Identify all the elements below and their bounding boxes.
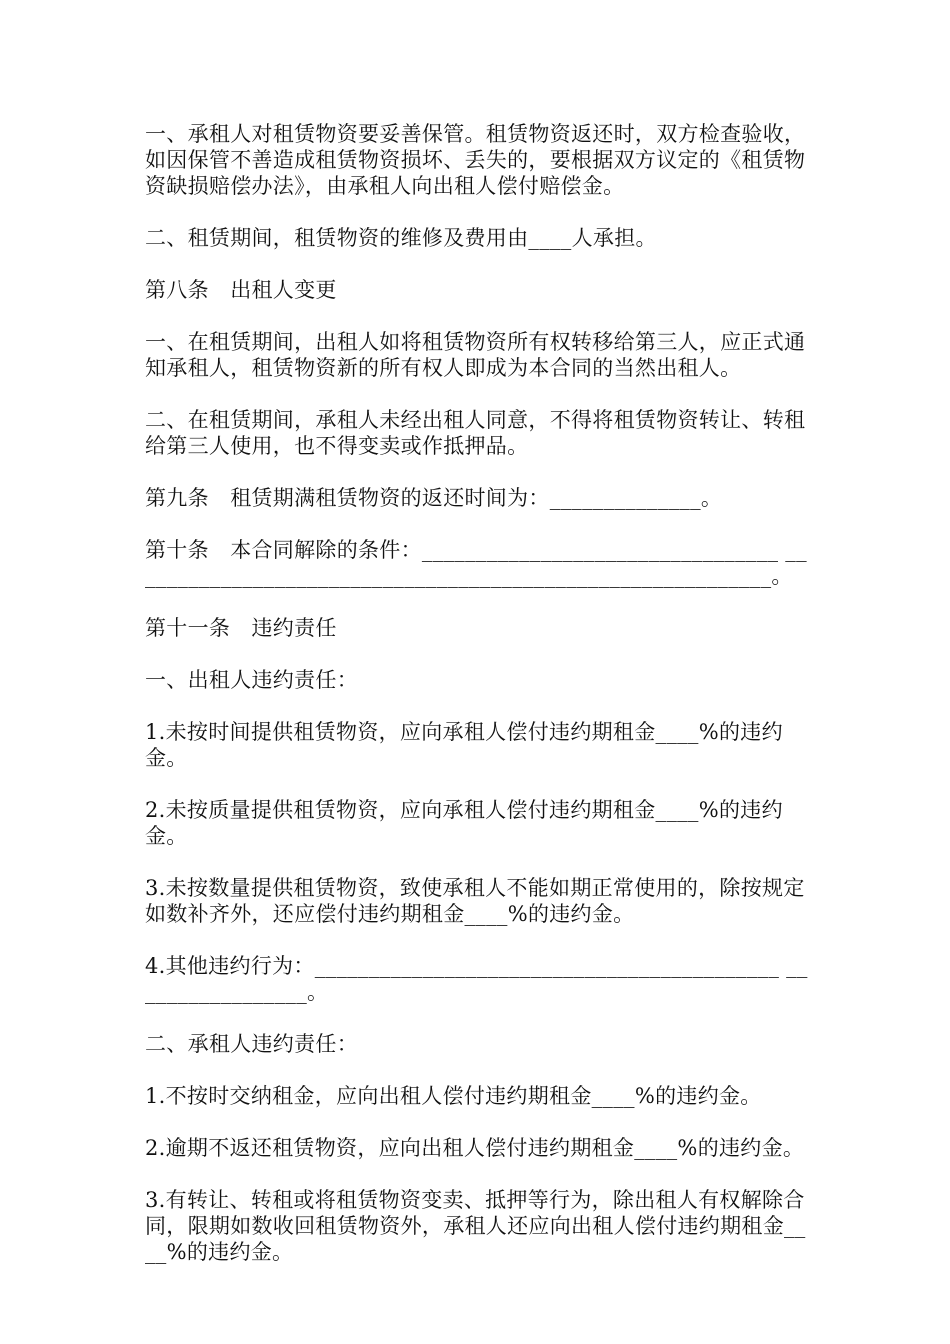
lessor-liability-item-3: 3.未按数量提供租赁物资，致使承租人不能如期正常使用的，除按规定如数补齐外，还应偿付违约期租金____%的违约金。 (145, 876, 805, 926)
clause-7-item-2: 二、租赁期间，租赁物资的维修及费用由____人承担。 (145, 226, 657, 250)
lessor-liability-item-1: 1.未按时间提供租赁物资，应向承租人偿付违约期租金____%的违约金。 (145, 720, 783, 770)
document-page (145, 121, 811, 1291)
lessee-liability-item-1: 1.不按时交纳租金，应向出租人偿付违约期租金____%的违约金。 (145, 1084, 762, 1108)
clause-8-heading: 第八条 出租人变更 (145, 278, 337, 302)
lessor-liability-item-2: 2.未按质量提供租赁物资，应向承租人偿付违约期租金____%的违约金。 (145, 798, 783, 848)
clause-7-item-1: 一、承租人对租赁物资要妥善保管。租赁物资返还时，双方检查验收，如因保管不善造成租赁物资损坏、丢失的，要根据双方议定的《租赁物资缺损赔偿办法》，由承租人向出租人偿付赔偿金。 (145, 122, 806, 198)
lessor-liability-item-4: 4.其他违约行为：___________________________________________ _________________。 (145, 954, 808, 1004)
lessee-liability-item-2: 2.逾期不返还租赁物资，应向出租人偿付违约期租金____%的违约金。 (145, 1136, 805, 1160)
lessee-liability-heading: 二、承租人违约责任： (145, 1032, 358, 1056)
clause-10: 第十条 本合同解除的条件：_________________________________ ____________________________________________________________。 (145, 538, 807, 588)
clause-8-item-2: 二、在租赁期间，承租人未经出租人同意，不得将租赁物资转让、转租给第三人使用，也不得变卖或作抵押品。 (145, 408, 806, 458)
lessee-liability-item-3: 3.有转让、转租或将租赁物资变卖、抵押等行为，除出租人有权解除合同，限期如数收回租赁物资外，承租人还应向出租人偿付违约期租金____%的违约金。 (145, 1188, 806, 1264)
lessor-liability-heading: 一、出租人违约责任： (145, 668, 358, 692)
clause-8-item-1: 一、在租赁期间，出租人如将租赁物资所有权转移给第三人，应正式通知承租人，租赁物资新的所有权人即成为本合同的当然出租人。 (145, 330, 806, 380)
clause-11-heading: 第十一条 违约责任 (145, 616, 337, 640)
clause-9: 第九条 租赁期满租赁物资的返还时间为：______________。 (145, 486, 723, 510)
